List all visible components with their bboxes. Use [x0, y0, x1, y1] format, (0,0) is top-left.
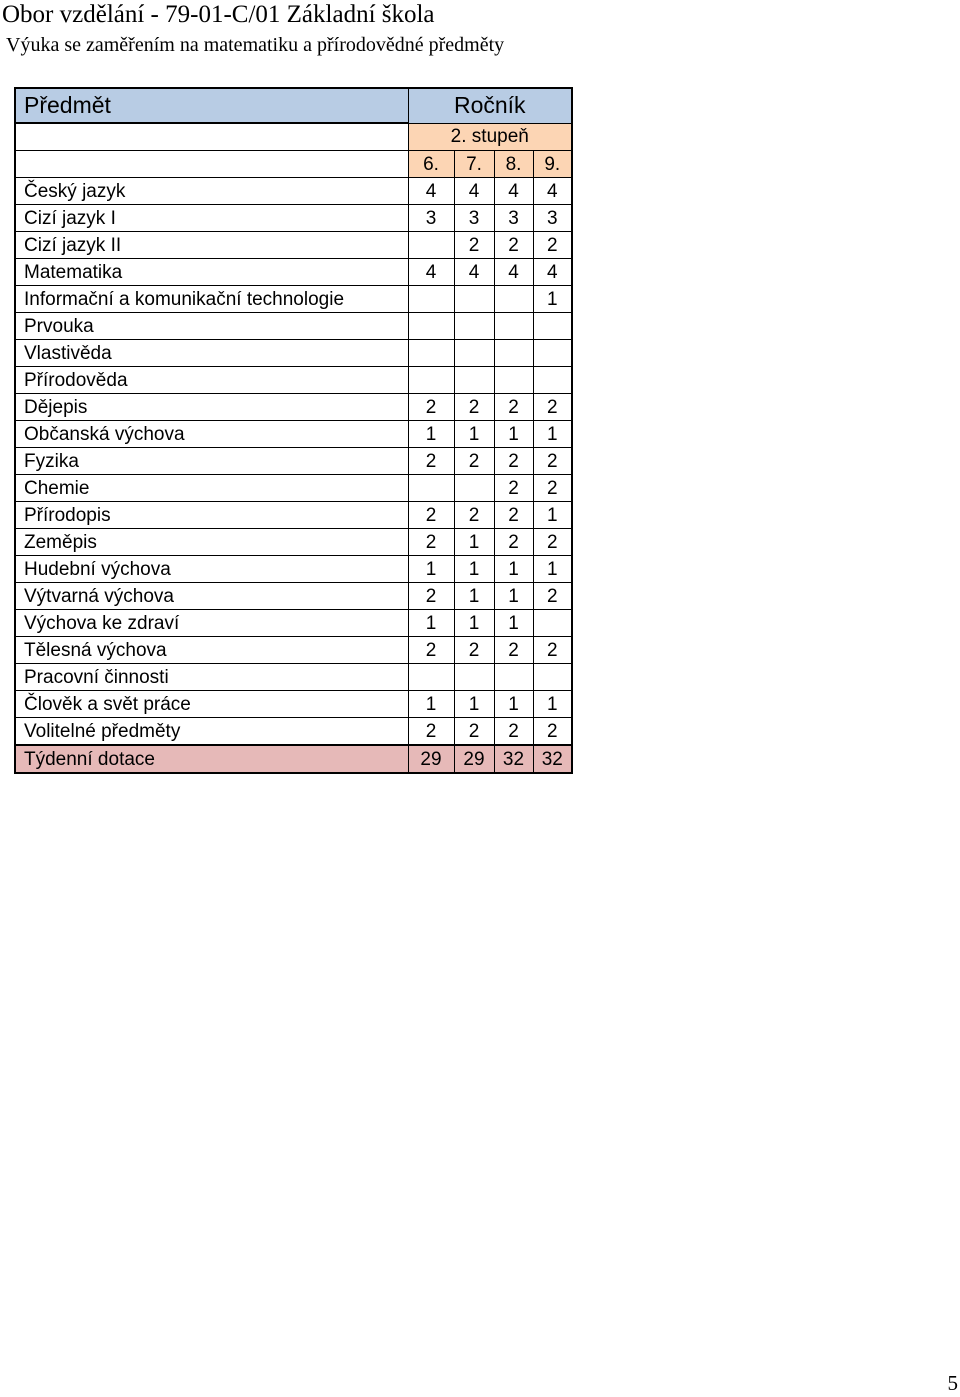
- grades-row-empty-cell: [15, 151, 408, 178]
- table-row: [15, 664, 572, 691]
- hours-cell: 2: [454, 637, 494, 664]
- hours-cell: 4: [533, 178, 572, 205]
- hours-cell: 4: [408, 178, 454, 205]
- table-row: [15, 718, 572, 746]
- subject-cell: Informační a komunikační technologie: [15, 286, 408, 313]
- hours-cell: [533, 610, 572, 637]
- hours-cell: 1: [454, 691, 494, 718]
- hours-cell: 1: [494, 556, 533, 583]
- subject-cell: Zeměpis: [15, 529, 408, 556]
- hours-cell: 1: [533, 421, 572, 448]
- grades-row: [15, 151, 572, 178]
- grade-6: 6.: [408, 151, 454, 178]
- hours-cell: [494, 340, 533, 367]
- hours-cell: 1: [408, 421, 454, 448]
- hours-cell: 2: [494, 448, 533, 475]
- hours-cell: 1: [408, 610, 454, 637]
- subject-cell: Český jazyk: [15, 178, 408, 205]
- hours-cell: [408, 286, 454, 313]
- table-row: [15, 421, 572, 448]
- table-row: [15, 394, 572, 421]
- hours-cell: 1: [494, 610, 533, 637]
- table-row: [15, 529, 572, 556]
- hours-cell: 2: [533, 529, 572, 556]
- hours-cell: 2: [454, 232, 494, 259]
- subject-cell: Výchova ke zdraví: [15, 610, 408, 637]
- hours-cell: [533, 367, 572, 394]
- table-row: [15, 178, 572, 205]
- stage-label: 2. stupeň: [408, 123, 572, 151]
- table-row: [15, 475, 572, 502]
- hours-cell: [494, 313, 533, 340]
- hours-cell: 3: [454, 205, 494, 232]
- table-row: [15, 205, 572, 232]
- grade-7: 7.: [454, 151, 494, 178]
- hours-cell: 1: [494, 421, 533, 448]
- hours-cell: 2: [494, 394, 533, 421]
- subject-cell: Cizí jazyk I: [15, 205, 408, 232]
- hours-cell: 2: [533, 394, 572, 421]
- table-row: [15, 286, 572, 313]
- hours-cell: 2: [408, 529, 454, 556]
- hours-cell: 1: [454, 583, 494, 610]
- hours-cell: [408, 313, 454, 340]
- hours-cell: 4: [454, 178, 494, 205]
- hours-cell: 2: [454, 448, 494, 475]
- subject-cell: Chemie: [15, 475, 408, 502]
- subject-cell: Přírodopis: [15, 502, 408, 529]
- stage-row: [15, 123, 572, 151]
- table-row: [15, 691, 572, 718]
- grade-9: 9.: [533, 151, 572, 178]
- total-row: [15, 745, 572, 773]
- table-row: [15, 448, 572, 475]
- hours-cell: 2: [494, 637, 533, 664]
- hours-cell: 2: [533, 232, 572, 259]
- hours-cell: [533, 664, 572, 691]
- hours-cell: 2: [408, 637, 454, 664]
- hours-cell: [454, 340, 494, 367]
- subject-cell: Výtvarná výchova: [15, 583, 408, 610]
- header-grade: Ročník: [408, 88, 572, 123]
- subject-cell: Občanská výchova: [15, 421, 408, 448]
- subject-cell: Cizí jazyk II: [15, 232, 408, 259]
- subject-cell: Fyzika: [15, 448, 408, 475]
- hours-cell: [494, 367, 533, 394]
- stage-row-empty-cell: [15, 123, 408, 151]
- hours-cell: [533, 340, 572, 367]
- total-hours-cell: 29: [408, 745, 454, 773]
- table-row: [15, 340, 572, 367]
- subject-cell: Vlastivěda: [15, 340, 408, 367]
- total-hours-cell: 32: [494, 745, 533, 773]
- hours-cell: [408, 232, 454, 259]
- table-row: [15, 502, 572, 529]
- hours-cell: 1: [494, 691, 533, 718]
- hours-cell: 4: [494, 178, 533, 205]
- subject-cell: Přírodověda: [15, 367, 408, 394]
- hours-cell: [454, 367, 494, 394]
- hours-cell: 2: [533, 583, 572, 610]
- curriculum-table: [14, 87, 573, 774]
- total-hours-cell: 32: [533, 745, 572, 773]
- table-row: [15, 232, 572, 259]
- hours-cell: 2: [454, 718, 494, 746]
- hours-cell: 3: [533, 205, 572, 232]
- total-label: Týdenní dotace: [15, 745, 408, 773]
- hours-cell: [454, 286, 494, 313]
- hours-cell: [494, 664, 533, 691]
- hours-cell: [408, 664, 454, 691]
- hours-cell: 1: [454, 610, 494, 637]
- hours-cell: 3: [494, 205, 533, 232]
- table-row: [15, 313, 572, 340]
- table-row: [15, 556, 572, 583]
- hours-cell: 2: [533, 475, 572, 502]
- subject-cell: Matematika: [15, 259, 408, 286]
- hours-cell: 2: [454, 502, 494, 529]
- hours-cell: 4: [533, 259, 572, 286]
- page-number: 5: [947, 1371, 958, 1395]
- total-hours-cell: 29: [454, 745, 494, 773]
- hours-cell: 2: [454, 394, 494, 421]
- hours-cell: 2: [408, 583, 454, 610]
- hours-cell: 1: [454, 529, 494, 556]
- hours-cell: 2: [494, 718, 533, 746]
- hours-cell: [454, 664, 494, 691]
- table-row: [15, 610, 572, 637]
- table-row: [15, 259, 572, 286]
- hours-cell: [408, 340, 454, 367]
- subject-cell: Hudební výchova: [15, 556, 408, 583]
- hours-cell: 1: [454, 421, 494, 448]
- hours-cell: 1: [533, 502, 572, 529]
- hours-cell: 2: [408, 502, 454, 529]
- subject-cell: Člověk a svět práce: [15, 691, 408, 718]
- hours-cell: 1: [533, 286, 572, 313]
- hours-cell: [533, 313, 572, 340]
- hours-cell: 2: [494, 232, 533, 259]
- hours-cell: 1: [533, 556, 572, 583]
- hours-cell: 3: [408, 205, 454, 232]
- hours-cell: [454, 313, 494, 340]
- hours-cell: 2: [533, 718, 572, 746]
- document-subtitle: Výuka se zaměřením na matematiku a přírodovědné předměty: [6, 34, 505, 56]
- hours-cell: 1: [408, 556, 454, 583]
- subject-cell: Pracovní činnosti: [15, 664, 408, 691]
- hours-cell: 2: [533, 637, 572, 664]
- subject-cell: Volitelné předměty: [15, 718, 408, 746]
- hours-cell: 4: [494, 259, 533, 286]
- hours-cell: 1: [494, 583, 533, 610]
- table-row: [15, 583, 572, 610]
- hours-cell: [494, 286, 533, 313]
- hours-cell: 2: [494, 475, 533, 502]
- table-header-row: [15, 88, 572, 123]
- document-title: Obor vzdělání - 79-01-C/01 Základní škola: [2, 1, 435, 28]
- hours-cell: [408, 475, 454, 502]
- hours-cell: 1: [408, 691, 454, 718]
- subject-cell: Dějepis: [15, 394, 408, 421]
- hours-cell: 2: [494, 529, 533, 556]
- hours-cell: 2: [533, 448, 572, 475]
- hours-cell: 4: [408, 259, 454, 286]
- table-row: [15, 637, 572, 664]
- hours-cell: 2: [408, 448, 454, 475]
- hours-cell: 2: [494, 502, 533, 529]
- hours-cell: 4: [454, 259, 494, 286]
- hours-cell: 1: [454, 556, 494, 583]
- subject-cell: Prvouka: [15, 313, 408, 340]
- grade-8: 8.: [494, 151, 533, 178]
- subject-cell: Tělesná výchova: [15, 637, 408, 664]
- header-subject: Předmět: [15, 88, 408, 123]
- hours-cell: [408, 367, 454, 394]
- hours-cell: 2: [408, 718, 454, 746]
- table-row: [15, 367, 572, 394]
- hours-cell: 1: [533, 691, 572, 718]
- hours-cell: [454, 475, 494, 502]
- hours-cell: 2: [408, 394, 454, 421]
